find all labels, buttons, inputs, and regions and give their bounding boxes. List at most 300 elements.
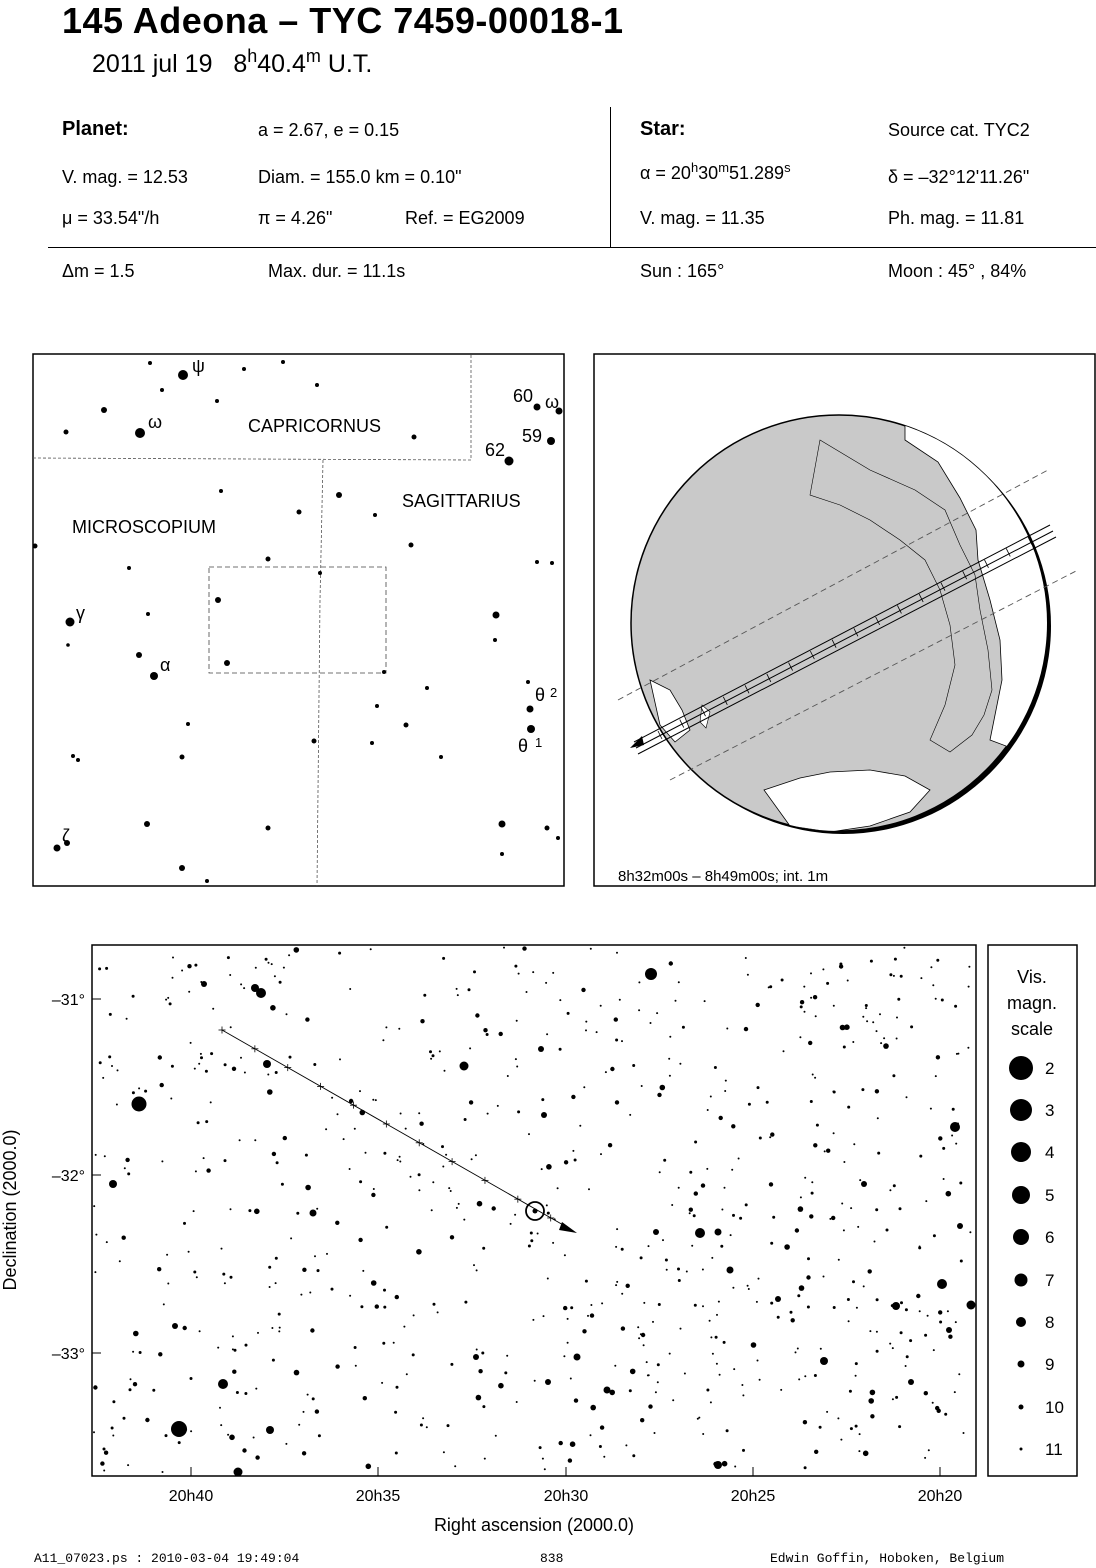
chart-star	[190, 1430, 192, 1432]
finder-star	[101, 407, 107, 413]
chart-star	[797, 1294, 800, 1297]
chart-star	[144, 1090, 147, 1093]
chart-star	[354, 1346, 357, 1349]
chart-star	[600, 1005, 602, 1007]
chart-star	[889, 1343, 891, 1345]
chart-star	[116, 1104, 118, 1106]
chart-star	[609, 1390, 615, 1396]
chart-star	[267, 1089, 273, 1095]
star-label-alpha: α	[160, 655, 171, 675]
chart-star	[819, 1426, 822, 1429]
chart-star	[936, 1055, 940, 1059]
chart-star	[875, 1089, 879, 1093]
chart-star	[193, 1271, 196, 1274]
chart-star	[157, 1267, 161, 1271]
chart-star	[476, 1269, 478, 1271]
legend-title-line3: scale	[1010, 1019, 1054, 1039]
chart-star	[810, 972, 812, 974]
chart-star	[870, 1390, 876, 1396]
chart-star	[947, 1310, 949, 1312]
chart-star	[381, 1382, 383, 1384]
chart-star	[530, 1239, 533, 1242]
chart-star	[898, 1425, 901, 1428]
chart-star	[165, 1434, 168, 1437]
finder-star	[412, 435, 417, 440]
chart-star	[559, 999, 561, 1001]
chart-star	[707, 1109, 709, 1111]
chart-star	[903, 947, 905, 949]
chart-star	[335, 1364, 339, 1368]
chart-star	[331, 1288, 334, 1291]
chart-star	[371, 1193, 375, 1197]
chart-star	[290, 1237, 292, 1239]
chart-star	[920, 977, 922, 979]
chart-star	[281, 1183, 284, 1186]
chart-star	[820, 1348, 822, 1350]
finder-star	[150, 672, 158, 680]
chart-star	[478, 1369, 482, 1373]
chart-star	[697, 1418, 699, 1420]
finder-star	[500, 852, 504, 856]
chart-star	[803, 1420, 807, 1424]
chart-star	[807, 1257, 810, 1260]
chart-star	[632, 1454, 635, 1457]
page-title: 145 Adeona – TYC 7459-00018-1	[62, 0, 624, 41]
chart-star	[305, 1185, 311, 1191]
chart-star	[117, 1069, 119, 1071]
chart-star	[706, 1168, 708, 1170]
chart-star	[103, 1470, 105, 1472]
chart-star	[276, 1161, 279, 1164]
chart-star	[127, 1464, 129, 1466]
finder-star	[550, 561, 554, 565]
chart-star	[193, 1210, 195, 1212]
chart-star	[916, 1294, 920, 1298]
constellation-capricornus: CAPRICORNUS	[248, 416, 382, 436]
chart-star	[188, 1251, 190, 1253]
chart-star	[469, 1100, 473, 1104]
finder-star	[493, 612, 500, 619]
chart-star	[476, 1395, 482, 1401]
chart-star	[942, 1147, 945, 1150]
chart-star	[656, 1012, 658, 1014]
chart-star	[638, 1337, 640, 1339]
event-date: 2011 jul 19	[92, 50, 213, 78]
chart-star	[632, 1064, 635, 1067]
finder-star	[71, 754, 75, 758]
finder-star	[315, 383, 319, 387]
chart-star	[454, 1465, 456, 1467]
chart-star	[799, 1285, 805, 1291]
chart-star	[359, 1180, 362, 1183]
chart-star	[808, 1041, 812, 1045]
chart-star	[780, 1389, 782, 1391]
chart-star	[702, 1305, 704, 1307]
chart-star	[895, 1396, 898, 1399]
chart-star	[267, 1074, 269, 1076]
chart-star	[145, 1418, 149, 1422]
finder-star	[146, 612, 150, 616]
chart-star	[298, 1424, 300, 1426]
chart-star	[570, 1306, 573, 1309]
chart-star	[317, 1269, 319, 1271]
chart-star	[294, 1370, 300, 1376]
chart-star	[574, 1398, 578, 1402]
chart-star	[770, 1132, 774, 1136]
finder-star	[127, 566, 131, 570]
chart-star	[840, 1439, 842, 1441]
chart-star	[542, 1458, 544, 1460]
chart-star	[630, 1369, 636, 1375]
chart-star	[784, 1244, 790, 1250]
planet-diameter: Diam. = 155.0 km = 0.10"	[258, 167, 462, 187]
chart-star	[669, 1353, 671, 1355]
chart-star	[469, 1047, 471, 1049]
chart-star	[759, 1379, 761, 1381]
finder-star	[179, 865, 185, 871]
chart-star	[167, 997, 169, 999]
chart-star	[95, 1154, 97, 1156]
chart-star	[608, 1143, 612, 1147]
chart-star	[437, 1311, 439, 1313]
chart-star	[484, 1458, 486, 1460]
chart-star	[302, 1451, 306, 1455]
chart-star	[307, 1394, 309, 1396]
chart-star	[643, 1344, 645, 1346]
chart-star	[395, 1452, 398, 1455]
chart-star	[678, 981, 680, 983]
chart-star	[748, 1103, 751, 1106]
chart-star	[833, 1306, 836, 1309]
chart-star	[349, 1295, 351, 1297]
chart-star	[126, 1018, 128, 1020]
chart-star	[169, 1002, 172, 1005]
star-declination: δ = –32°12'11.26"	[888, 167, 1030, 187]
chart-star	[883, 1043, 889, 1049]
chart-star	[534, 1380, 536, 1382]
chart-star	[719, 1116, 723, 1120]
chart-star	[869, 1330, 871, 1332]
chart-star	[473, 970, 476, 973]
chart-star	[668, 1058, 670, 1060]
star-label-theta2: θ	[535, 685, 546, 705]
chart-star	[891, 1304, 894, 1307]
chart-star	[200, 1056, 203, 1059]
chart-star	[641, 1085, 643, 1087]
chart-star	[935, 1075, 937, 1077]
chart-star	[526, 991, 528, 993]
legend-mag-6-dot	[1013, 1229, 1029, 1245]
chart-star	[255, 1388, 257, 1390]
chart-star	[441, 1145, 444, 1148]
chart-star	[253, 1437, 255, 1439]
chart-star	[930, 966, 932, 968]
chart-star	[839, 963, 842, 966]
chart-star	[112, 1400, 115, 1403]
finder-star	[545, 826, 550, 831]
chart-star	[205, 1070, 208, 1073]
chart-star	[797, 1348, 799, 1350]
finder-star	[534, 404, 541, 411]
chart-star	[893, 975, 895, 977]
chart-star	[868, 1269, 872, 1273]
chart-star	[312, 1397, 315, 1400]
chart-star	[643, 1302, 645, 1304]
chart-star	[232, 1370, 236, 1374]
chart-star	[720, 1245, 723, 1248]
star-heading: Star:	[640, 118, 686, 140]
x-tick-label-2035: 20h35	[355, 1488, 401, 1505]
chart-star	[853, 1143, 855, 1145]
finder-star	[373, 513, 377, 517]
chart-star	[938, 1310, 942, 1314]
chart-star	[268, 1266, 271, 1269]
chart-star	[896, 1038, 898, 1040]
chart-star	[930, 1108, 932, 1110]
finder-star	[186, 722, 190, 726]
hour-unit: h	[247, 46, 258, 67]
chart-star	[398, 1028, 400, 1030]
chart-star	[768, 986, 770, 988]
chart-star	[200, 1053, 202, 1055]
finder-star	[178, 370, 188, 380]
chart-star	[925, 1200, 927, 1202]
chart-star	[745, 957, 747, 959]
chart-star	[775, 1296, 781, 1302]
chart-star	[875, 1208, 878, 1211]
chart-star	[339, 1058, 341, 1060]
chart-star	[924, 1457, 926, 1459]
chart-star	[626, 1284, 630, 1288]
chart-star	[355, 1365, 357, 1367]
chart-star	[172, 977, 174, 979]
chart-star	[724, 1187, 726, 1189]
chart-star	[497, 1105, 499, 1107]
planet-motion: μ = 33.54"/h	[62, 208, 160, 228]
finder-star	[493, 638, 497, 642]
chart-star	[270, 1005, 276, 1011]
chart-star	[492, 1206, 496, 1210]
chart-star	[880, 1042, 882, 1044]
chart-star	[222, 1273, 225, 1276]
chart-star	[522, 946, 526, 950]
chart-star	[286, 1013, 288, 1015]
chart-star	[539, 1446, 542, 1449]
chart-star	[790, 1311, 793, 1314]
chart-star	[855, 1362, 858, 1365]
chart-star	[927, 1315, 929, 1317]
chart-star	[343, 1138, 345, 1140]
chart-star	[528, 1133, 530, 1135]
chart-star	[305, 1154, 308, 1157]
chart-star	[283, 967, 285, 969]
chart-star	[924, 1334, 927, 1337]
chart-star	[309, 1292, 311, 1294]
event-hour: 8	[233, 50, 248, 78]
finder-star	[439, 755, 443, 759]
legend-mag-4-label: 4	[1045, 1143, 1055, 1162]
chart-star	[938, 1136, 942, 1140]
chart-star	[418, 1112, 420, 1114]
chart-star	[570, 1441, 576, 1447]
chart-star	[383, 1306, 386, 1309]
chart-star	[937, 1279, 947, 1289]
legend-mag-2-dot	[1009, 1056, 1033, 1080]
chart-star	[795, 1351, 797, 1353]
chart-star	[271, 963, 273, 965]
x-axis-label: Right ascension (2000.0)	[433, 1515, 635, 1535]
chart-star	[432, 1054, 435, 1057]
chart-star	[289, 1056, 292, 1059]
chart-star	[868, 1398, 874, 1404]
chart-star	[756, 1301, 758, 1303]
chart-star	[468, 988, 471, 991]
chart-star	[719, 1374, 721, 1376]
chart-star	[847, 1106, 850, 1109]
chart-star	[456, 988, 458, 990]
chart-star	[883, 1037, 885, 1039]
chart-star	[811, 1192, 814, 1195]
chart-star	[957, 1123, 959, 1125]
finder-star	[160, 388, 164, 392]
chart-star	[205, 1120, 208, 1123]
chart-star	[798, 1206, 804, 1212]
chart-star	[129, 1388, 132, 1391]
chart-star	[200, 981, 202, 983]
chart-star	[349, 1168, 351, 1170]
chart-star	[161, 1160, 163, 1162]
chart-star	[814, 1374, 817, 1377]
chart-star	[615, 1100, 619, 1104]
chart-star	[723, 1341, 726, 1344]
x-tick-label-2040: 20h40	[168, 1488, 214, 1505]
chart-star	[271, 1327, 273, 1329]
chart-star	[232, 1335, 234, 1337]
finder-star	[409, 543, 414, 548]
finder-star	[336, 492, 342, 498]
chart-star	[732, 1214, 735, 1217]
chart-star	[419, 1122, 423, 1126]
chart-star	[546, 1204, 548, 1206]
chart-star	[528, 1245, 531, 1248]
chart-star	[172, 1323, 178, 1329]
chart-star	[537, 1233, 539, 1235]
chart-star	[727, 1267, 734, 1274]
chart-star	[715, 1336, 718, 1339]
chart-star	[195, 1170, 197, 1172]
planet-parallax: π = 4.26"	[258, 208, 333, 228]
chart-star	[288, 954, 290, 956]
chart-star	[570, 1378, 572, 1380]
finder-star	[281, 360, 285, 364]
chart-star	[514, 1214, 516, 1216]
ra-minutes: 30	[698, 163, 719, 183]
finder-star	[535, 560, 539, 564]
chart-star	[588, 1188, 590, 1190]
chart-star	[955, 1143, 957, 1145]
chart-star	[935, 1406, 939, 1410]
star-label-gamma: γ	[76, 603, 85, 623]
chart-star	[530, 1232, 533, 1235]
chart-star	[679, 1063, 681, 1065]
chart-star	[686, 1271, 688, 1273]
chart-star	[757, 1086, 760, 1089]
chart-star	[933, 1349, 935, 1351]
chart-star	[563, 1355, 565, 1357]
chart-star	[93, 1431, 95, 1433]
chart-star	[316, 1208, 318, 1210]
chart-star	[224, 1063, 227, 1066]
chart-star	[443, 1451, 445, 1453]
chart-star	[615, 1039, 618, 1042]
chart-star	[849, 1390, 852, 1393]
chart-star	[244, 1392, 247, 1395]
chart-star	[160, 1083, 164, 1087]
y-tick-label-32: –32°	[51, 1168, 85, 1185]
chart-star	[615, 1246, 617, 1248]
chart-star	[640, 1418, 644, 1422]
chart-star	[227, 1434, 229, 1436]
chart-star	[162, 1471, 164, 1473]
chart-star	[732, 1287, 734, 1289]
footer-page: 838	[540, 1551, 564, 1566]
chart-star	[721, 1209, 723, 1211]
chart-star	[552, 972, 554, 974]
chart-star	[552, 1242, 554, 1244]
chart-star	[444, 1070, 446, 1072]
chart-star	[599, 1445, 602, 1448]
chart-star	[616, 952, 618, 954]
chart-star	[477, 1201, 483, 1207]
chart-star	[659, 1171, 661, 1173]
chart-star	[187, 964, 191, 968]
chart-star	[843, 1046, 846, 1049]
chart-star	[886, 1229, 889, 1232]
chart-star	[564, 1160, 568, 1164]
chart-star	[359, 1090, 361, 1092]
chart-star	[127, 1172, 130, 1175]
finder-star	[527, 725, 535, 733]
chart-star	[742, 1394, 744, 1396]
chart-star	[99, 1061, 102, 1064]
chart-star	[826, 1149, 830, 1153]
chart-star	[581, 988, 585, 992]
chart-star	[638, 1009, 640, 1011]
chart-star	[105, 967, 108, 970]
chart-star	[503, 947, 505, 949]
chart-star	[393, 1342, 395, 1344]
chart-star	[571, 1095, 575, 1099]
chart-star	[385, 1026, 387, 1028]
chart-star	[954, 1005, 957, 1008]
chart-star	[840, 1025, 846, 1031]
chart-star	[600, 1425, 604, 1429]
sun-elongation: Sun : 165°	[640, 261, 725, 281]
chart-star	[541, 1112, 547, 1118]
chart-star	[841, 1203, 843, 1205]
chart-star	[190, 1377, 193, 1380]
chart-star	[487, 1113, 489, 1115]
chart-star	[422, 1417, 424, 1419]
chart-star	[928, 1449, 930, 1451]
chart-star	[543, 1315, 545, 1317]
ra-hours: α = 20	[640, 163, 691, 183]
chart-star	[133, 1331, 139, 1337]
chart-star	[366, 1464, 372, 1470]
finder-star	[224, 660, 230, 666]
chart-star	[559, 1441, 563, 1445]
chart-star	[959, 1182, 962, 1185]
